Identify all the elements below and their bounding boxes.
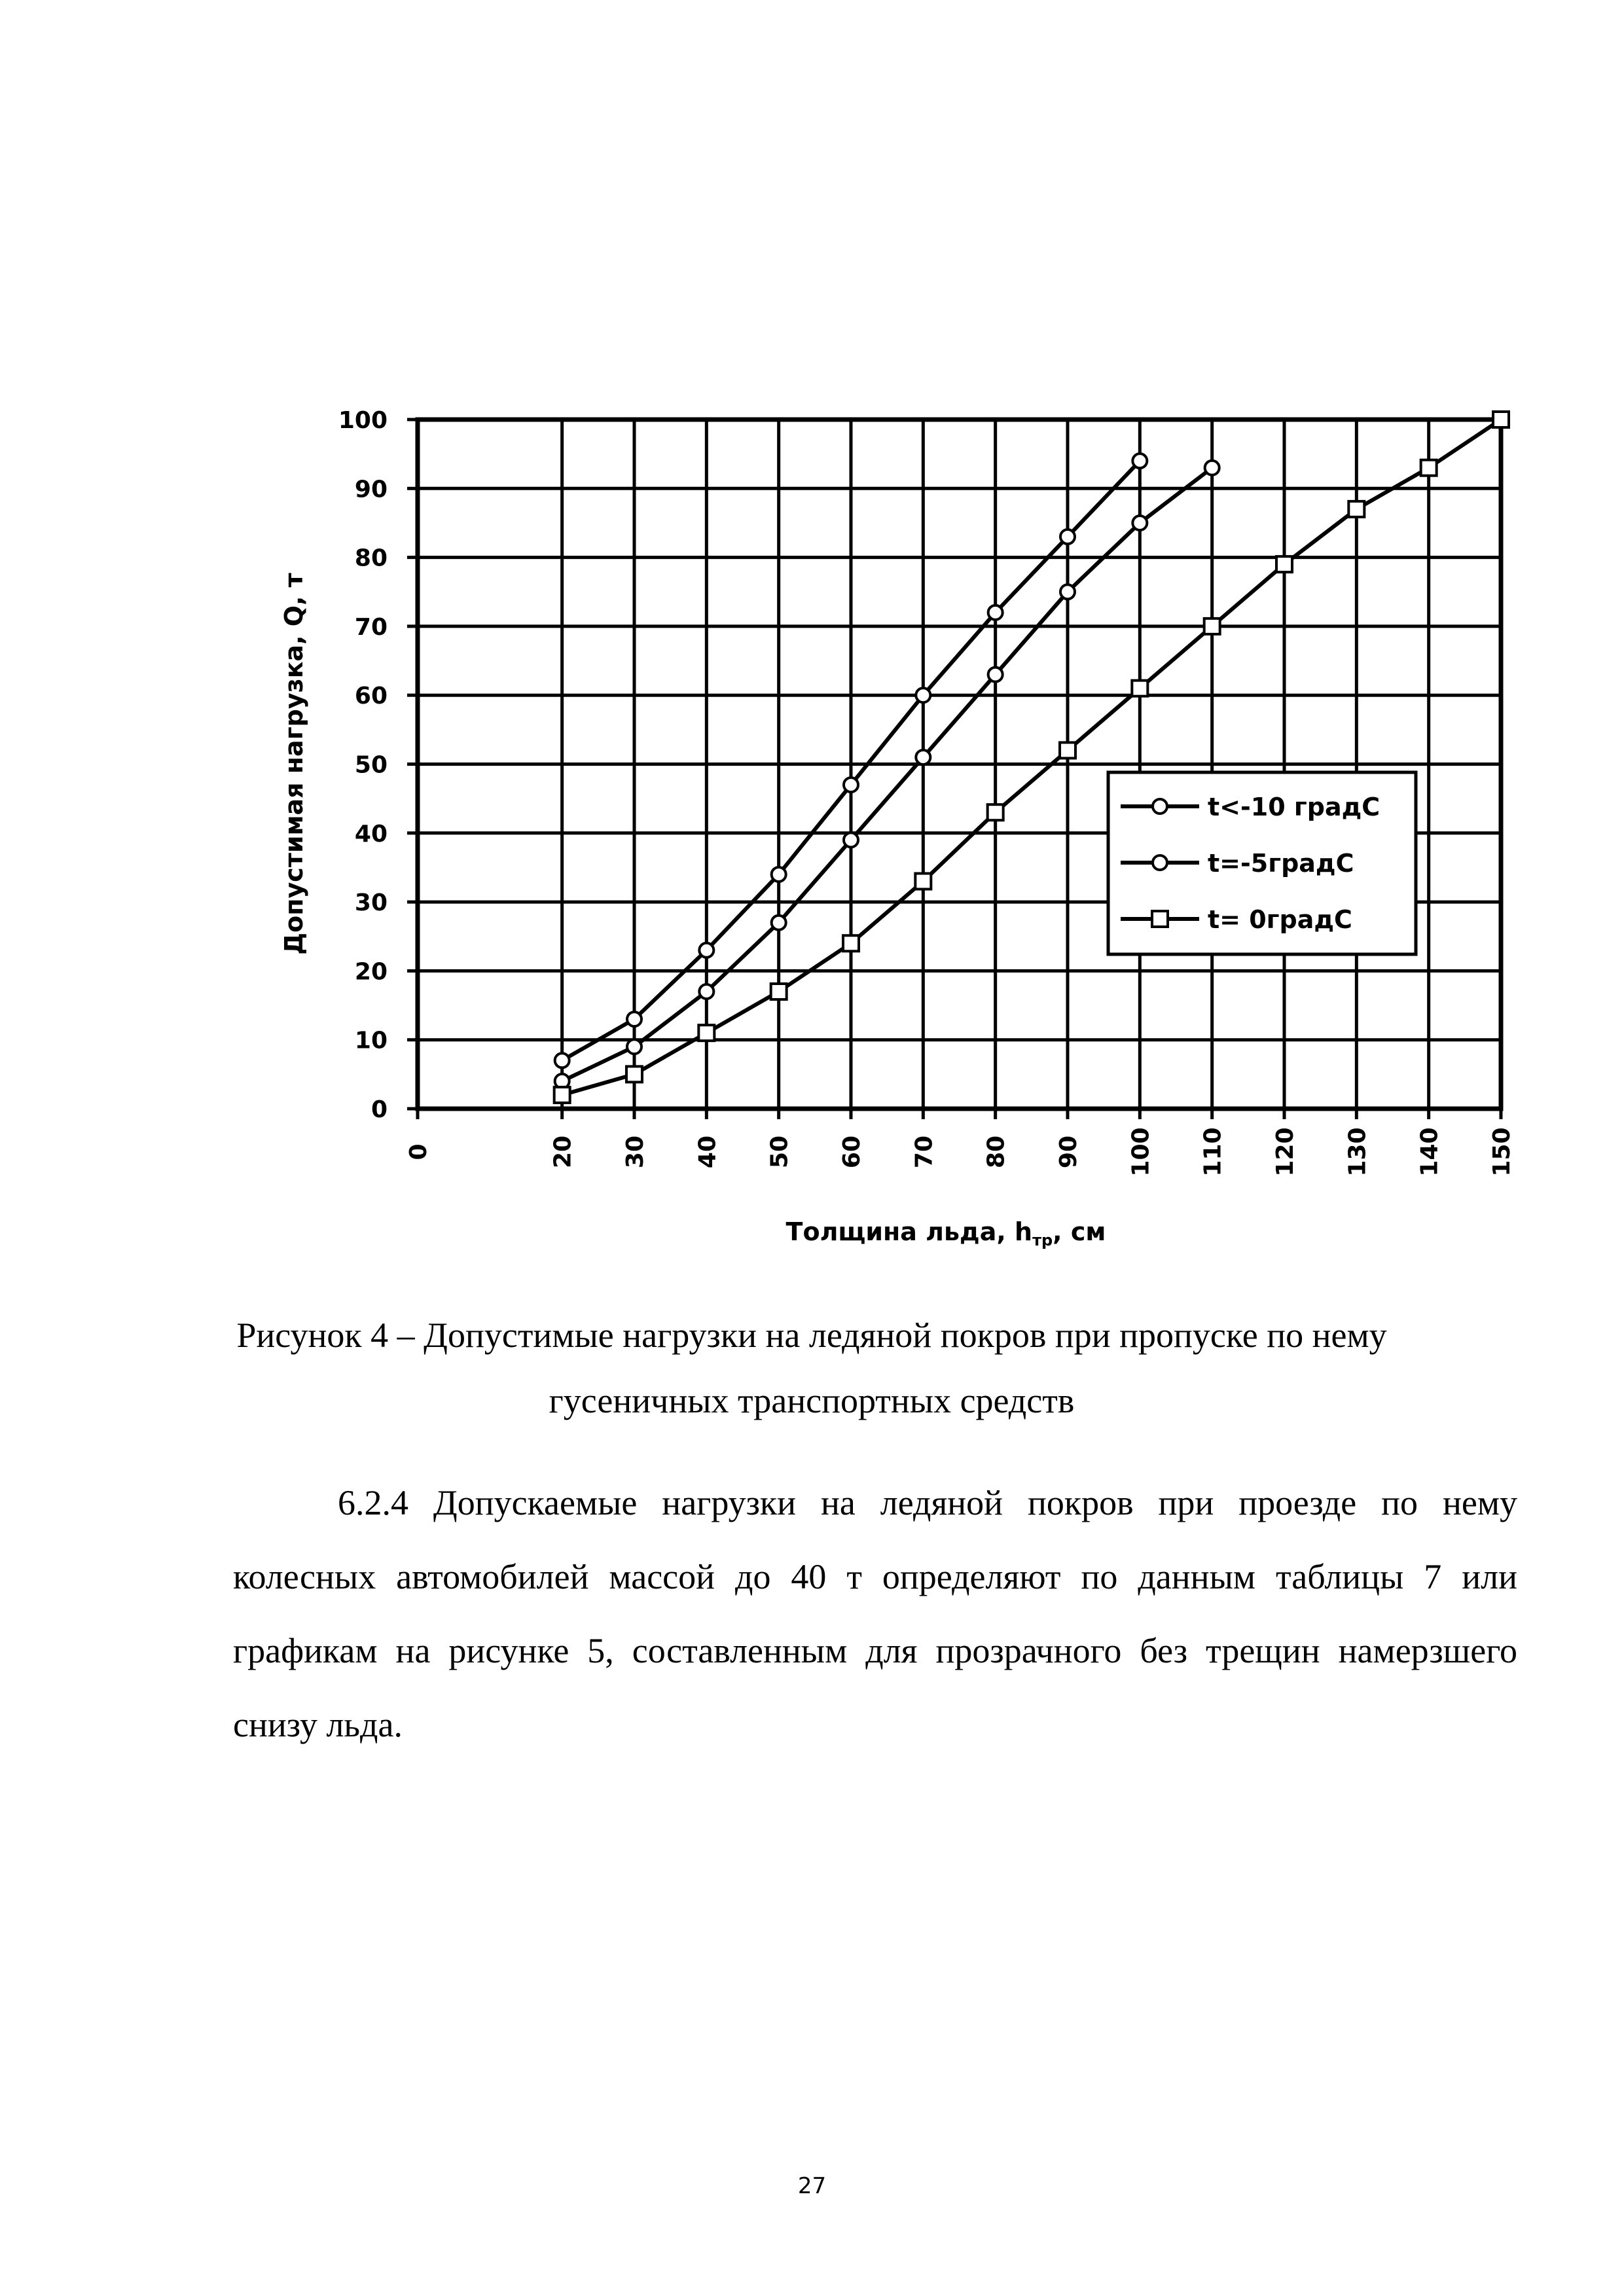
figure-caption-line1: Рисунок 4 – Допустимые нагрузки на ледяной покров при пропуске по нему (236, 1316, 1387, 1355)
data-point (915, 874, 931, 889)
data-point (699, 984, 713, 999)
data-point (772, 867, 786, 882)
y-tick-label: 70 (354, 613, 388, 641)
y-tick-label: 50 (354, 751, 388, 779)
data-point (1493, 412, 1509, 427)
data-point (916, 688, 930, 702)
y-tick-label: 0 (370, 1096, 388, 1123)
data-point (988, 804, 1003, 820)
x-tick-label: 90 (1055, 1135, 1082, 1169)
data-point (988, 605, 1003, 620)
load-chart (249, 386, 1532, 1289)
data-point (627, 1039, 641, 1054)
data-point (1205, 461, 1219, 475)
data-point (844, 833, 858, 847)
x-tick-label: 110 (1199, 1127, 1227, 1177)
data-point (1348, 501, 1364, 517)
y-tick-label: 80 (354, 545, 388, 572)
data-point (627, 1012, 641, 1026)
data-point (1276, 556, 1292, 572)
x-tick-label: 140 (1416, 1127, 1443, 1177)
y-tick-label: 60 (354, 683, 388, 710)
y-tick-label: 10 (354, 1027, 388, 1054)
data-point (1060, 742, 1075, 758)
x-tick-label: 30 (622, 1135, 649, 1169)
data-point (699, 943, 713, 958)
legend-swatch-marker (1153, 855, 1167, 870)
data-point (1132, 516, 1147, 530)
x-tick-label: 50 (766, 1135, 793, 1169)
page-number: 27 (797, 2173, 827, 2199)
x-tick-label: 20 (549, 1135, 577, 1169)
data-point (1060, 584, 1075, 599)
data-point (1132, 454, 1147, 468)
data-point (698, 1025, 714, 1041)
series-layer (554, 412, 1509, 1103)
y-tick-label: 90 (354, 476, 388, 503)
data-point (554, 1087, 570, 1103)
x-tick-label: 150 (1489, 1127, 1515, 1177)
x-tick-label: 130 (1344, 1127, 1371, 1177)
paragraph-6-2-4: 6.2.4 Допускаемые нагрузки на ледяной покров при проезде по нему колесных автомобилей массой до 40 т определяют по данным таблицы 7 или графикам на рисунке 5, составленным для прозрачного без трещин намерзшего снизу льда. (233, 1483, 1517, 1744)
x-tick-label: 120 (1272, 1127, 1299, 1177)
figure-caption-line2: гусеничных транспортных средств (549, 1381, 1075, 1420)
data-point (988, 668, 1003, 682)
y-tick-label: 40 (354, 820, 388, 848)
data-point (626, 1066, 642, 1082)
data-point (1060, 529, 1075, 544)
x-tick-label: 60 (839, 1135, 865, 1169)
legend-swatch-marker (1153, 799, 1167, 814)
data-point (1204, 619, 1220, 634)
x-tick-label: 40 (694, 1135, 721, 1169)
x-tick-label: 100 (1127, 1127, 1155, 1177)
y-tick-label: 20 (354, 958, 388, 986)
x-tick-label: 80 (983, 1135, 1010, 1169)
legend-label: t<-10 градС (1208, 793, 1380, 821)
y-axis-label: Допустимая нагрузка, Q, т (280, 573, 308, 955)
legend-label: t= 0градС (1208, 905, 1352, 934)
y-tick-label: 30 (354, 889, 388, 917)
data-point (1132, 681, 1147, 696)
data-point (916, 750, 930, 764)
data-point (1421, 460, 1437, 476)
data-point (843, 935, 859, 951)
x-tick-label: 0 (405, 1143, 432, 1160)
legend-swatch-marker (1152, 911, 1168, 927)
legend (1108, 772, 1416, 954)
x-tick-label: 70 (911, 1135, 938, 1169)
y-tick-label: 100 (338, 407, 388, 434)
x-axis-label: Толщина льда, $h_{тр}$, см (785, 1217, 1106, 1249)
legend-label: t=-5градС (1208, 849, 1354, 878)
data-point (771, 984, 787, 999)
data-point (555, 1053, 569, 1067)
data-point (772, 916, 786, 930)
data-point (844, 778, 858, 792)
